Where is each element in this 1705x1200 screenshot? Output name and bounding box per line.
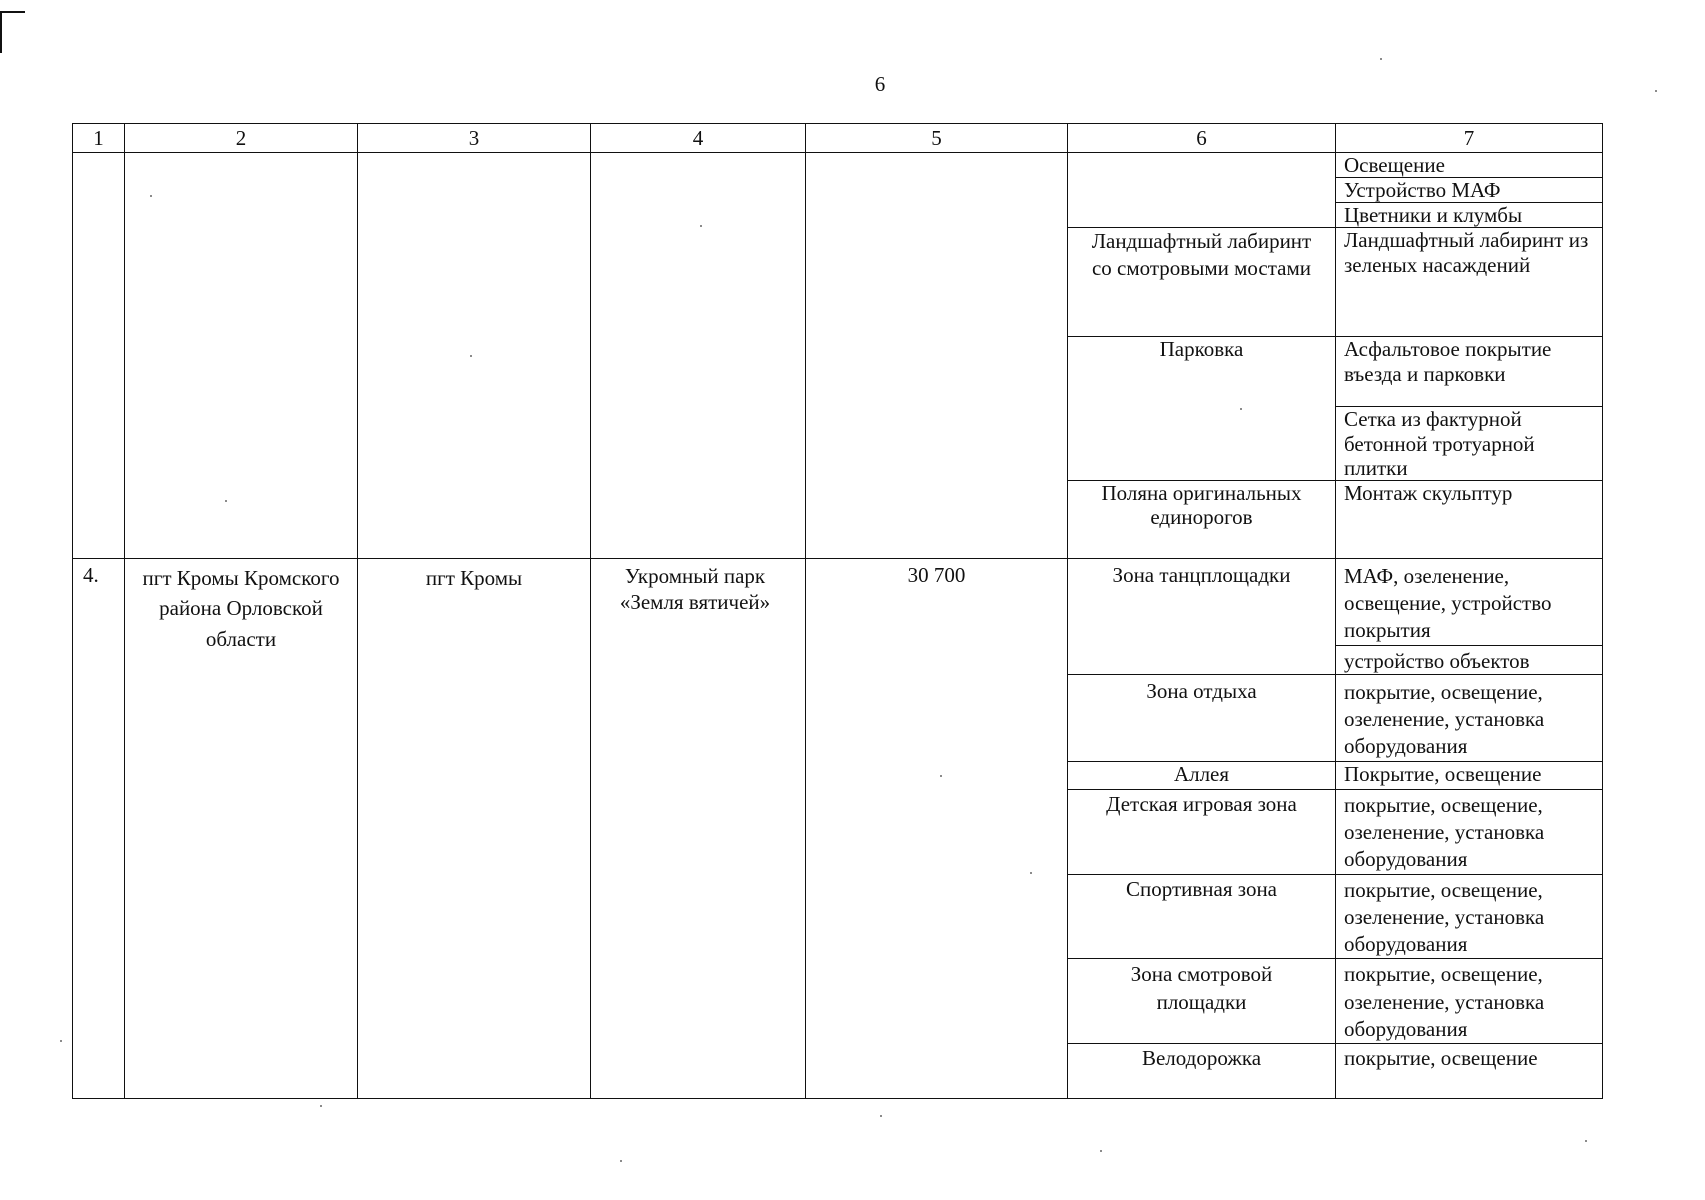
location-cell: пгт Кромы Кромского района Орловской области (125, 558, 358, 1098)
work-cell: устройство объектов (1336, 645, 1603, 674)
zone-cell: Поляна оригинальных единорогов (1068, 480, 1336, 558)
cell-col5-continued (806, 153, 1068, 559)
table-row (73, 558, 1603, 645)
zone-cell: Аллея (1068, 761, 1336, 789)
work-cell: покрытие, освещение, озеленение, установка оборудования (1336, 674, 1603, 761)
col-header-3: 3 (358, 124, 591, 153)
work-cell: Ландшафтный лабиринт из зеленых насаждений (1336, 228, 1603, 337)
work-cell: Сетка из фактурной бетонной тротуарной плитки (1336, 407, 1603, 480)
page-number: 6 (874, 72, 886, 96)
col-header-6: 6 (1068, 124, 1336, 153)
zone-cell: Зона отдыха (1068, 674, 1336, 761)
col-header-2: 2 (125, 124, 358, 153)
col-header-7: 7 (1336, 124, 1603, 153)
cell-col1-continued (73, 153, 125, 559)
work-cell: Асфальтовое покрытие въезда и парковки (1336, 337, 1603, 407)
table-row (73, 153, 1603, 178)
settlement-cell: пгт Кромы (358, 558, 591, 1098)
zone-cell: Ландшафтный лабиринт со смотровыми мостами (1068, 228, 1336, 337)
work-cell: Освещение (1336, 153, 1603, 178)
work-cell: Цветники и клумбы (1336, 203, 1603, 228)
work-cell: покрытие, освещение, озеленение, установка оборудования (1336, 789, 1603, 874)
work-cell: МАФ, озеленение, освещение, устройство покрытия (1336, 558, 1603, 645)
works-table (72, 123, 1603, 1099)
zone-cell: Велодорожка (1068, 1044, 1336, 1099)
work-cell: Покрытие, освещение (1336, 761, 1603, 789)
zone-cell-blank (1068, 153, 1336, 228)
cell-col3-continued (358, 153, 591, 559)
zone-cell: Детская игровая зона (1068, 789, 1336, 874)
zone-cell: Спортивная зона (1068, 874, 1336, 959)
work-cell: покрытие, освещение, озеленение, установка оборудования (1336, 959, 1603, 1044)
zone-cell: Зона танцплощадки (1068, 558, 1336, 674)
work-cell: покрытие, освещение (1336, 1044, 1603, 1099)
zone-cell: Парковка (1068, 337, 1336, 480)
work-cell: Устройство МАФ (1336, 178, 1603, 203)
row-number: 4. (73, 558, 125, 1098)
col-header-1: 1 (73, 124, 125, 153)
col-header-4: 4 (591, 124, 806, 153)
scan-corner-mark (0, 11, 25, 53)
cell-col2-continued (125, 153, 358, 559)
header-row (73, 124, 1603, 153)
park-name-cell: Укромный парк «Земля вятичей» (591, 558, 806, 1098)
zone-cell: Зона смотровой площадки (1068, 959, 1336, 1044)
work-cell: Монтаж скульптур (1336, 480, 1603, 558)
work-cell: покрытие, освещение, озеленение, установка оборудования (1336, 874, 1603, 959)
col-header-5: 5 (806, 124, 1068, 153)
area-cell: 30 700 (806, 558, 1068, 1098)
cell-col4-continued (591, 153, 806, 559)
